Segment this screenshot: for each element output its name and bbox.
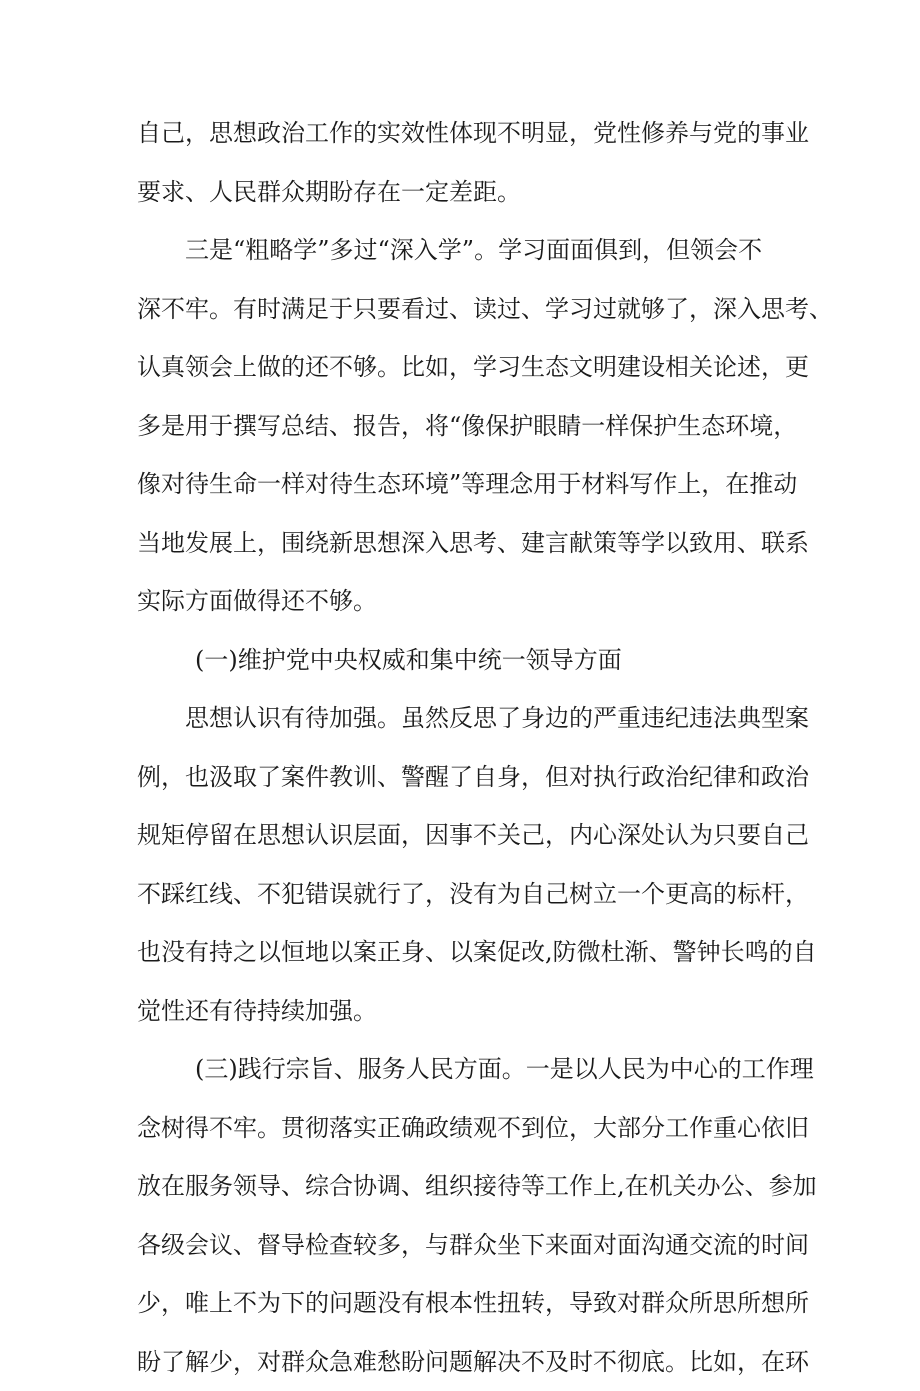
text-line: 认真领会上做的还不够。比如，学习生态文明建设相关论述，更 [137, 338, 797, 397]
text-line: 少，唯上不为下的问题没有根本性扭转，导致对群众所思所想所 [137, 1274, 797, 1333]
text-line: 不踩红线、不犯错误就行了，没有为自己树立一个更高的标杆， [137, 865, 797, 924]
text-line: 盼了解少，对群众急难愁盼问题解决不及时不彻底。比如，在环 [137, 1333, 797, 1391]
document-body [137, 104, 797, 1391]
text-line: 像对待生命一样对待生态环境”等理念用于材料写作上，在推动 [137, 455, 797, 514]
paragraph-start-line: 三是“粗略学”多过“深入学”。学习面面俱到，但领会不 [137, 221, 797, 280]
text-line: 要求、人民群众期盼存在一定差距。 [137, 163, 797, 222]
text-line: 实际方面做得还不够。 [137, 572, 797, 631]
text-line: 也没有持之以恒地以案正身、以案促改,防微杜渐、警钟长鸣的自 [137, 923, 797, 982]
text-line: 放在服务领导、综合协调、组织接待等工作上,在机关办公、参加 [137, 1157, 797, 1216]
text-line: 自己，思想政治工作的实效性体现不明显，党性修养与党的事业 [137, 104, 797, 163]
text-line: 念树得不牢。贯彻落实正确政绩观不到位，大部分工作重心依旧 [137, 1099, 797, 1158]
text-line: 觉性还有待持续加强。 [137, 982, 797, 1041]
text-line: 各级会议、督导检查较多，与群众坐下来面对面沟通交流的时间 [137, 1216, 797, 1275]
text-line: 规矩停留在思想认识层面，因事不关己，内心深处认为只要自己 [137, 806, 797, 865]
paragraph-start-line: 思想认识有待加强。虽然反思了身边的严重违纪违法典型案 [137, 689, 797, 748]
text-line: 当地发展上，围绕新思想深入思考、建言献策等学以致用、联系 [137, 514, 797, 573]
section-heading: (三)践行宗旨、服务人民方面。一是以人民为中心的工作理 [137, 1040, 797, 1099]
text-line: 例，也汲取了案件教训、警醒了自身，但对执行政治纪律和政治 [137, 748, 797, 807]
text-line: 深不牢。有时满足于只要看过、读过、学习过就够了，深入思考、 [137, 280, 797, 339]
text-line: 多是用于撰写总结、报告，将“像保护眼睛一样保护生态环境， [137, 397, 797, 456]
section-heading: (一)维护党中央权威和集中统一领导方面 [137, 631, 797, 690]
